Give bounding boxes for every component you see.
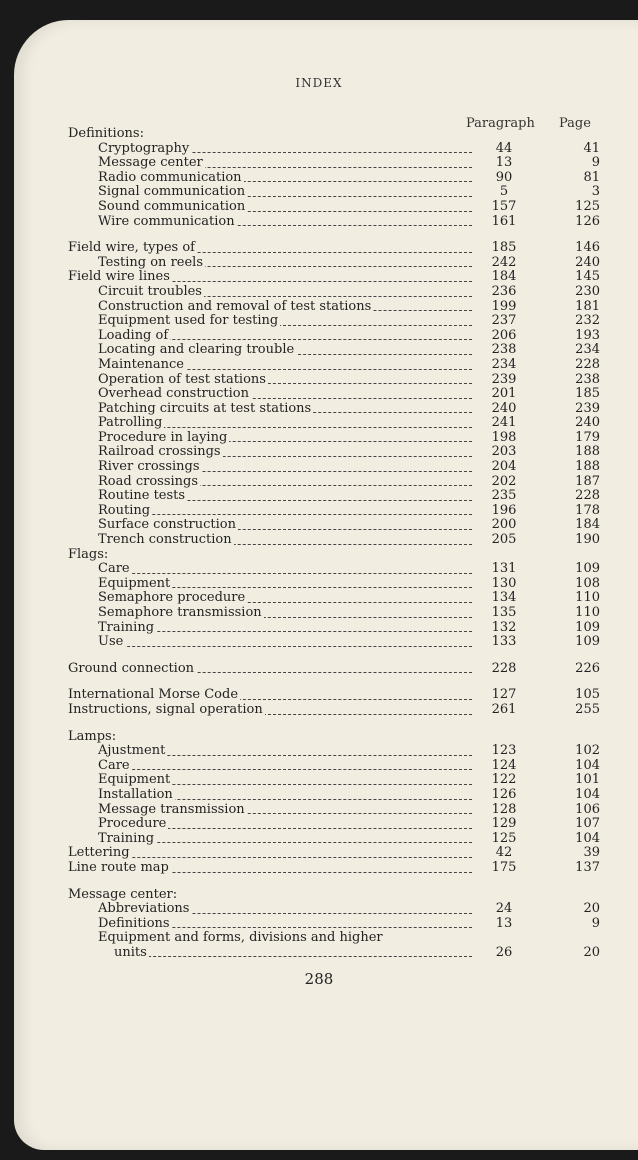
index-entry [14, 888, 638, 903]
entry-label: Line route map [68, 859, 169, 875]
entry-label: Routine tests [98, 488, 186, 504]
page-column-header: Page [559, 116, 591, 131]
index-entry [14, 270, 638, 285]
entry-page: 105 [575, 687, 600, 703]
dot-leader [102, 514, 472, 515]
entry-page: 104 [575, 786, 600, 802]
entry-label: Signal communication [98, 184, 246, 200]
entry-paragraph: 236 [491, 283, 517, 299]
index-entry [14, 343, 638, 358]
index-entry [14, 256, 638, 271]
entry-paragraph: 206 [491, 327, 517, 343]
entry-label: Testing on reels [98, 254, 203, 270]
entry-label: Procedure [98, 816, 167, 832]
index-entry [14, 489, 638, 504]
entry-paragraph: 129 [491, 816, 517, 832]
index-entry [14, 662, 638, 677]
index-entry [14, 460, 638, 475]
entry-page: 109 [575, 634, 600, 650]
index-entry [14, 591, 638, 606]
entry-page: 108 [575, 575, 600, 591]
entry-label: Operation of test stations [98, 371, 266, 387]
entry-label: Field wire, types of [68, 240, 195, 256]
index-entry [14, 518, 638, 533]
entry-page: 104 [575, 830, 600, 846]
entry-paragraph: 240 [491, 400, 517, 416]
index-entry [14, 635, 638, 650]
entry-label: Surface construction [98, 517, 236, 533]
index-entry [14, 817, 638, 832]
entry-label: Definitions [98, 915, 170, 931]
index-entry [14, 902, 638, 917]
index-entry [14, 314, 638, 329]
index-entry [14, 688, 638, 703]
index-entry [14, 931, 638, 946]
entry-paragraph: 175 [491, 859, 517, 875]
entry-page: 185 [575, 386, 600, 402]
entry-paragraph: 133 [491, 634, 517, 650]
entry-paragraph: 135 [491, 605, 517, 620]
entry-label: Sound communication [98, 198, 246, 214]
entry-label: Equipment used for testing [98, 313, 279, 329]
entry-label: Field wire lines [68, 269, 170, 285]
index-entry [14, 846, 638, 861]
entry-paragraph: 199 [491, 298, 517, 314]
entry-label: Equipment [98, 575, 171, 591]
entry-label: Definitions: [68, 126, 144, 141]
page-number: 288 [304, 970, 334, 988]
entry-page: 9 [591, 915, 600, 931]
entry-page: 193 [575, 327, 600, 343]
index-entry [14, 504, 638, 519]
entry-page: 104 [575, 757, 600, 773]
entry-page: 188 [575, 444, 600, 460]
entry-paragraph: 131 [491, 561, 517, 577]
entry-page: 255 [575, 701, 600, 717]
entry-paragraph: 132 [491, 619, 517, 635]
entry-page: 240 [575, 415, 600, 431]
entry-paragraph: 134 [491, 590, 517, 606]
page-header: INDEX [295, 76, 343, 90]
entry-paragraph: 239 [491, 371, 517, 387]
index-entry [14, 185, 638, 200]
paragraph-column-header: Paragraph [466, 116, 535, 131]
entry-paragraph: 157 [491, 198, 517, 214]
entry-label: Care [98, 561, 130, 577]
index-entry [14, 171, 638, 186]
dot-leader [102, 769, 472, 770]
entry-label: Lamps: [68, 728, 117, 744]
entry-page: 101 [575, 772, 600, 788]
index-entry [14, 759, 638, 774]
entry-label: Patrolling [98, 415, 163, 431]
index-entry [14, 142, 638, 157]
entry-label: Railroad crossings [98, 444, 221, 460]
entry-page: 20 [583, 944, 600, 960]
entry-paragraph: 235 [491, 488, 517, 504]
entry-page: 226 [575, 660, 600, 676]
index-entry [14, 127, 638, 142]
entry-paragraph: 127 [491, 687, 517, 703]
entry-paragraph: 202 [491, 473, 517, 489]
index-entry [14, 475, 638, 490]
index-entry [14, 773, 638, 788]
entry-label: units [114, 944, 147, 960]
entry-page: 126 [575, 213, 600, 229]
entry-label: Construction and removal of test stations [98, 298, 372, 314]
index-entry [14, 358, 638, 373]
entry-paragraph: 13 [495, 915, 513, 931]
entry-paragraph: 185 [491, 240, 517, 256]
entry-paragraph: 125 [491, 830, 517, 846]
entry-paragraph: 44 [495, 140, 513, 156]
entry-paragraph: 26 [495, 944, 513, 960]
dot-leader [102, 842, 472, 843]
entry-page: 187 [575, 473, 600, 489]
index-entry [14, 788, 638, 803]
entry-paragraph: 261 [491, 701, 517, 717]
index-entry [14, 215, 638, 230]
index-entry [14, 445, 638, 460]
entry-page: 234 [575, 342, 600, 358]
index-entry [14, 373, 638, 388]
dot-leader [102, 631, 472, 632]
entry-label: Circuit troubles [98, 283, 202, 299]
entry-page: 110 [575, 605, 600, 620]
entry-paragraph: 238 [491, 342, 517, 358]
entry-page: 145 [575, 269, 600, 285]
index-entry [14, 861, 638, 876]
entry-paragraph: 228 [491, 660, 517, 676]
entry-label: Equipment and forms, divisions and higher [98, 930, 383, 946]
index-entry [14, 577, 638, 592]
index-entry [14, 606, 638, 621]
entry-label: Locating and clearing trouble [98, 342, 295, 358]
entry-paragraph: 241 [491, 415, 517, 431]
entry-label: Message center: [68, 886, 178, 902]
entry-label: International Morse Code [68, 687, 239, 703]
index-entry [14, 241, 638, 256]
index-entries [14, 116, 638, 960]
entry-label: Use [98, 634, 124, 650]
index-entry [14, 703, 638, 718]
index-entry [14, 917, 638, 932]
entry-page: 102 [575, 743, 600, 759]
entry-page: 178 [575, 502, 600, 518]
entry-label: Care [98, 757, 130, 773]
entry-paragraph: 161 [491, 213, 517, 229]
entry-page: 9 [591, 155, 600, 171]
entry-label: Overhead construction [98, 386, 250, 402]
index-entry [14, 533, 638, 548]
entry-label: Maintenance [98, 356, 184, 372]
index-entry [14, 803, 638, 818]
entry-page: 20 [583, 901, 600, 917]
entry-page: 188 [575, 459, 600, 475]
index-entry [14, 946, 638, 961]
entry-page: 107 [575, 816, 600, 832]
entry-page: 228 [575, 356, 600, 372]
index-entry [14, 744, 638, 759]
entry-paragraph: 203 [491, 444, 517, 460]
entry-paragraph: 128 [491, 801, 517, 817]
entry-label: Road crossings [98, 473, 199, 489]
index-entry [14, 416, 638, 431]
entry-label: Procedure in laying [98, 429, 228, 445]
entry-label: Patching circuits at test stations [98, 400, 312, 416]
entry-label: Instructions, signal operation [68, 701, 263, 717]
entry-label: Lettering [68, 845, 130, 861]
entry-paragraph: 196 [491, 502, 517, 518]
entry-label: River crossings [98, 459, 200, 475]
entry-label: Cryptography [98, 140, 190, 156]
entry-page: 106 [575, 801, 600, 817]
entry-page: 3 [591, 184, 600, 200]
entry-label: Message transmission [98, 801, 245, 817]
entry-page: 232 [575, 313, 600, 329]
dot-leader [118, 956, 472, 957]
index-entry [14, 431, 638, 446]
entry-paragraph: 123 [491, 743, 517, 759]
entry-page: 109 [575, 619, 600, 635]
entry-label: Radio communication [98, 169, 242, 185]
entry-paragraph: 24 [495, 901, 513, 917]
entry-paragraph: 237 [491, 313, 517, 329]
entry-page: 238 [575, 371, 600, 387]
entry-page: 184 [575, 517, 600, 533]
entry-label: Message center [98, 155, 203, 171]
entry-paragraph: 201 [491, 386, 517, 402]
entry-page: 39 [583, 845, 600, 861]
entry-paragraph: 5 [499, 184, 509, 200]
entry-paragraph: 205 [491, 532, 517, 548]
entry-paragraph: 122 [491, 772, 517, 788]
entry-paragraph: 130 [491, 575, 517, 591]
index-entry [14, 730, 638, 745]
entry-label: Installation [98, 786, 173, 802]
entry-page: 125 [575, 198, 600, 214]
entry-label: Equipment [98, 772, 171, 788]
entry-label: Trench construction [98, 532, 232, 548]
entry-page: 110 [575, 590, 600, 606]
entry-paragraph: 198 [491, 429, 517, 445]
entry-page: 228 [575, 488, 600, 504]
index-entry [14, 200, 638, 215]
index-entry [14, 387, 638, 402]
index-entry [14, 402, 638, 417]
entry-label: Training [98, 619, 155, 635]
dot-leader [102, 646, 472, 647]
index-entry [14, 832, 638, 847]
entry-page: 240 [575, 254, 600, 270]
entry-paragraph: 126 [491, 786, 517, 802]
index-entry [14, 285, 638, 300]
index-entry [14, 621, 638, 636]
entry-label: Abbreviations [98, 901, 190, 917]
entry-paragraph: 242 [491, 254, 517, 270]
dot-leader [102, 573, 472, 574]
entry-page: 81 [583, 169, 600, 185]
entry-paragraph: 234 [491, 356, 517, 372]
entry-page: 181 [575, 298, 600, 314]
entry-paragraph: 204 [491, 459, 517, 475]
entry-paragraph: 184 [491, 269, 517, 285]
index-entry [14, 329, 638, 344]
entry-label: Routing [98, 502, 151, 518]
entry-page: 179 [575, 429, 600, 445]
entry-label: Training [98, 830, 155, 846]
entry-page: 41 [583, 140, 600, 156]
entry-paragraph: 42 [495, 845, 513, 861]
entry-label: Semaphore transmission [98, 605, 262, 620]
entry-page: 239 [575, 400, 600, 416]
entry-page: 137 [575, 859, 600, 875]
entry-paragraph: 124 [491, 757, 517, 773]
index-entry [14, 156, 638, 171]
entry-paragraph: 13 [495, 155, 513, 171]
entry-label: Semaphore procedure [98, 590, 246, 606]
entry-label: Ajustment [98, 743, 166, 759]
index-entry [14, 548, 638, 563]
entry-page: 230 [575, 283, 600, 299]
entry-page: 109 [575, 561, 600, 577]
book-page [14, 20, 638, 1150]
entry-page: 146 [575, 240, 600, 256]
entry-label: Wire communication [98, 213, 235, 229]
index-entry [14, 562, 638, 577]
index-entry [14, 300, 638, 315]
entry-page: 190 [575, 532, 600, 548]
entry-paragraph: 200 [491, 517, 517, 533]
entry-paragraph: 90 [495, 169, 513, 185]
entry-label: Loading of [98, 327, 169, 343]
entry-label: Flags: [68, 546, 109, 562]
entry-label: Ground connection [68, 660, 195, 676]
dot-leader [72, 857, 472, 858]
